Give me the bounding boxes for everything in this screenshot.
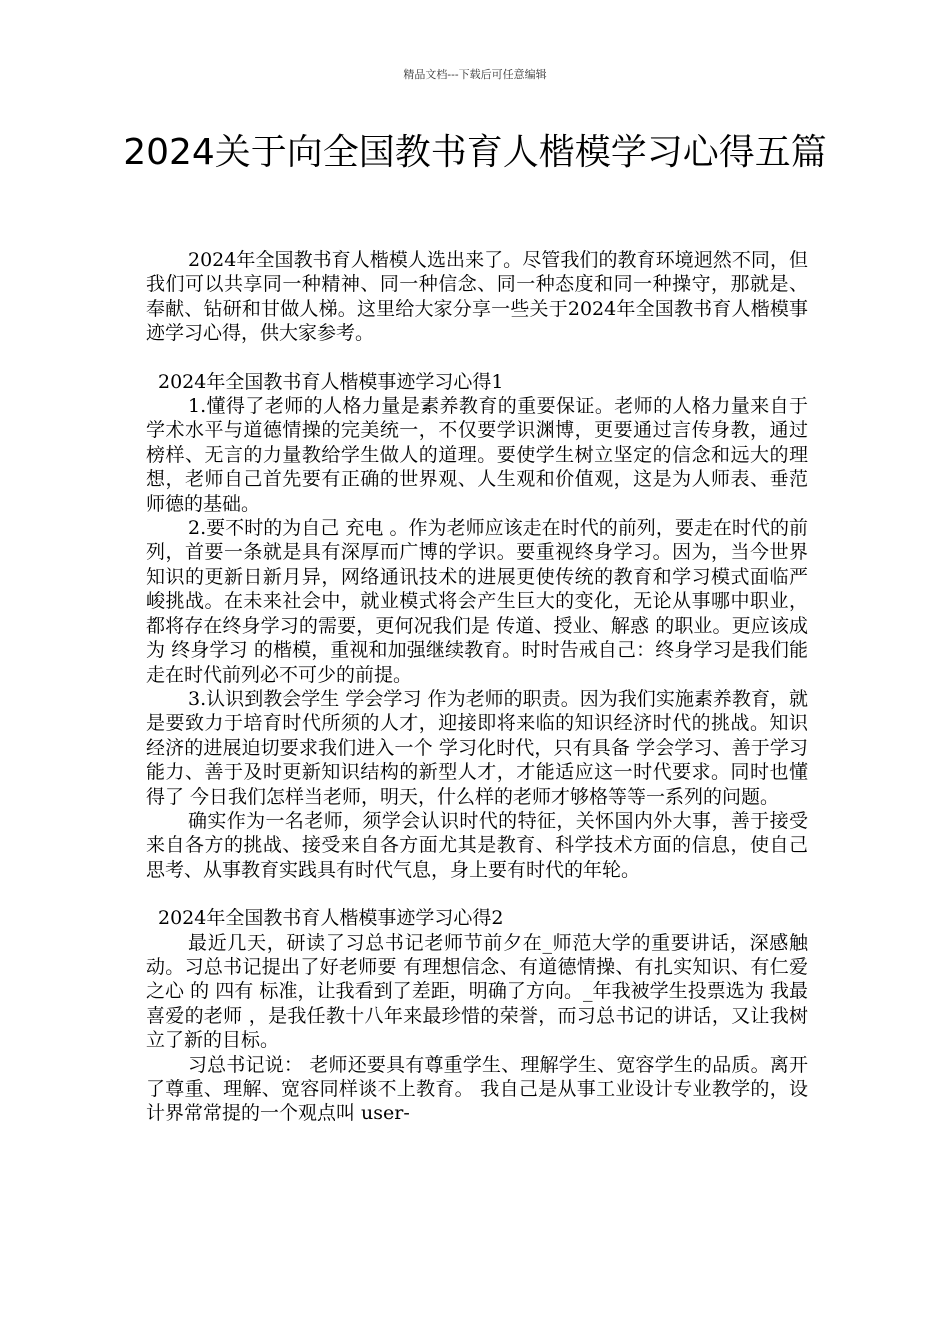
paragraph: 1.懂得了老师的人格力量是素养教育的重要保证。老师的人格力量来自于学术水平与道德情操的完美统一，不仅要学识渊博，更要通过言传身教，通过榜样、无言的力量教给学生做人的道理。要使学生树立坚定的信念和远大的理想，老师自己首先要有正确的世界观、人生观和价值观，这是为人师表、垂范师德的基础。 xyxy=(146,395,808,515)
document-body xyxy=(146,248,808,1126)
paragraph: 确实作为一名老师，须学会认识时代的特征，关怀国内外大事，善于接受来自各方的挑战、接受来自各方面尤其是教育、科学技术方面的信息，使自己思考、从事教育实践具有时代气息，身上要有时代的年轮。 xyxy=(146,809,808,881)
paragraph: 3.认识到教会学生 学会学习 作为老师的职责。因为我们实施素养教育，就是要致力于培育时代所须的人才，迎接即将来临的知识经济时代的挑战。知识经济的进展迫切要求我们进入一个 学习化时代，只有具备 学会学习、善于学习 能力、善于及时更新知识结构的新型人才，才能适应这一时代要求。同时也懂得了 今日我们怎样当老师，明天，什么样的老师才够格等等一系列的问题。 xyxy=(146,687,808,808)
header-note: 精品文档---下载后可任意编辑 xyxy=(403,68,547,81)
paragraph: 2.要不时的为自己 充电 。作为老师应该走在时代的前列，要走在时代的前列，首要一条就是具有深厚而广博的学识。要重视终身学习。因为，当今世界知识的更新日新月异，网络通讯技术的进展更使传统的教育和学习模式面临严峻挑战。在未来社会中，就业模式将会产生巨大的变化，无论从事哪中职业，都将存在终身学习的需要，更何况我们是 传道、授业、解惑 的职业。更应该成为 终身学习 的楷模，重视和加强继续教育。时时告戒自己：终身学习是我们能走在时代前列必不可少的前提。 xyxy=(146,517,808,686)
intro-paragraph: 2024年全国教书育人楷模人选出来了。尽管我们的教育环境迥然不同，但我们可以共享同一种精神、同一种信念、同一种态度和同一种操守，那就是、奉献、钻研和甘做人梯。这里给大家分享一些关于2024年全国教书育人楷模事迹学习心得，供大家参考。 xyxy=(146,249,808,345)
section-heading-1: 2024年全国教书育人楷模事迹学习心得1 xyxy=(158,370,504,393)
section-heading-2: 2024年全国教书育人楷模事迹学习心得2 xyxy=(158,907,504,930)
paragraph: 习总书记说： 老师还要具有尊重学生、理解学生、宽容学生的品质。离开了尊重、理解、宽容同样谈不上教育。 我自己是从事工业设计专业教学的，设计界常常提的一个观点叫 user- xyxy=(146,1053,808,1125)
page-title: 2024关于向全国教书育人楷模学习心得五篇 xyxy=(123,132,827,173)
paragraph: 最近几天，研读了习总书记老师节前夕在_师范大学的重要讲话，深感触动。习总书记提出了好老师要 有理想信念、有道德情操、有扎实知识、有仁爱之心 的 四有 标准，让我看到了差距，明确了方向。_年我被学生投票选为 我最喜爱的老师 ，是我任教十八年来最珍惜的荣誉，而习总书记的讲话，又让我树立了新的目标。 xyxy=(146,931,808,1052)
